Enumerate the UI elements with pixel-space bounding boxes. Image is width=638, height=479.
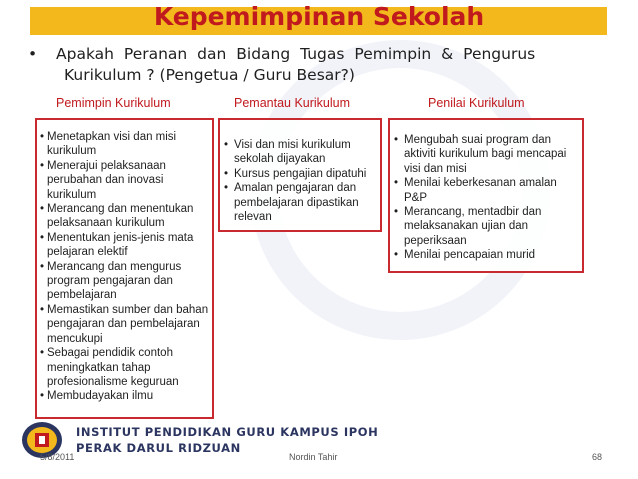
list-item: • Menilai keberkesanan amalan P&P: [394, 176, 576, 205]
list-item: • Merancang, mentadbir dan melaksanakan ujian dan peperiksaan: [394, 205, 576, 248]
list-item: • Menentukan jenis-jenis mata pelajaran elektif: [40, 231, 214, 260]
list-item: • Memastikan sumber dan bahan pengajaran dan pembelajaran mencukupi: [40, 303, 214, 346]
header-pemimpin-kurikulum: Pemimpin Kurikulum: [56, 96, 171, 110]
header-pemantau-kurikulum: Pemantau Kurikulum: [234, 96, 351, 110]
list-item: • Menerajui pelaksanaan perubahan dan inovasi kurikulum: [40, 159, 214, 202]
question-bullet: •: [28, 45, 38, 63]
question-line-2: Kurikulum ? (Pengetua / Guru Besar?): [64, 66, 355, 84]
header-penilai-kurikulum: Penilai Kurikulum: [428, 96, 525, 110]
list-pemantau-kurikulum: [224, 138, 380, 224]
list-penilai-kurikulum: [394, 133, 576, 263]
list-item: • Membudayakan ilmu: [40, 389, 214, 403]
list-item: • Menilai pencapaian murid: [394, 248, 576, 262]
list-item: • Merancang dan menentukan pelaksanaan kurikulum: [40, 202, 214, 231]
page-number: 68: [592, 452, 603, 462]
list-pemimpin-kurikulum: [40, 130, 214, 404]
institute-name-line-2: PERAK DARUL RIDZUAN: [76, 441, 241, 455]
footer-author: Nordin Tahir: [289, 452, 338, 462]
institute-name-line-1: INSTITUT PENDIDIKAN GURU KAMPUS IPOH: [76, 425, 379, 439]
question-line-1: Apakah Peranan dan Bidang Tugas Pemimpin & Pengurus: [56, 45, 536, 63]
list-item: • Menetapkan visi dan misi kurikulum: [40, 130, 214, 159]
list-item: • Kursus pengajian dipatuhi: [224, 167, 380, 181]
question-text: [28, 44, 618, 86]
footer-date: 5/8/2011: [40, 452, 75, 462]
list-item: • Amalan pengajaran dan pembelajaran dipastikan relevan: [224, 181, 380, 224]
list-item: • Mengubah suai program dan aktiviti kurikulum bagi mencapai visi dan misi: [394, 133, 576, 176]
list-item: • Merancang dan mengurus program pengajaran dan pembelajaran: [40, 260, 214, 303]
list-item: • Sebagai pendidik contoh meningkatkan tahap profesionalisme keguruan: [40, 346, 214, 389]
slide-title: Kepemimpinan Sekolah: [153, 2, 485, 31]
list-item: • Visi dan misi kurikulum sekolah dijayakan: [224, 138, 380, 167]
